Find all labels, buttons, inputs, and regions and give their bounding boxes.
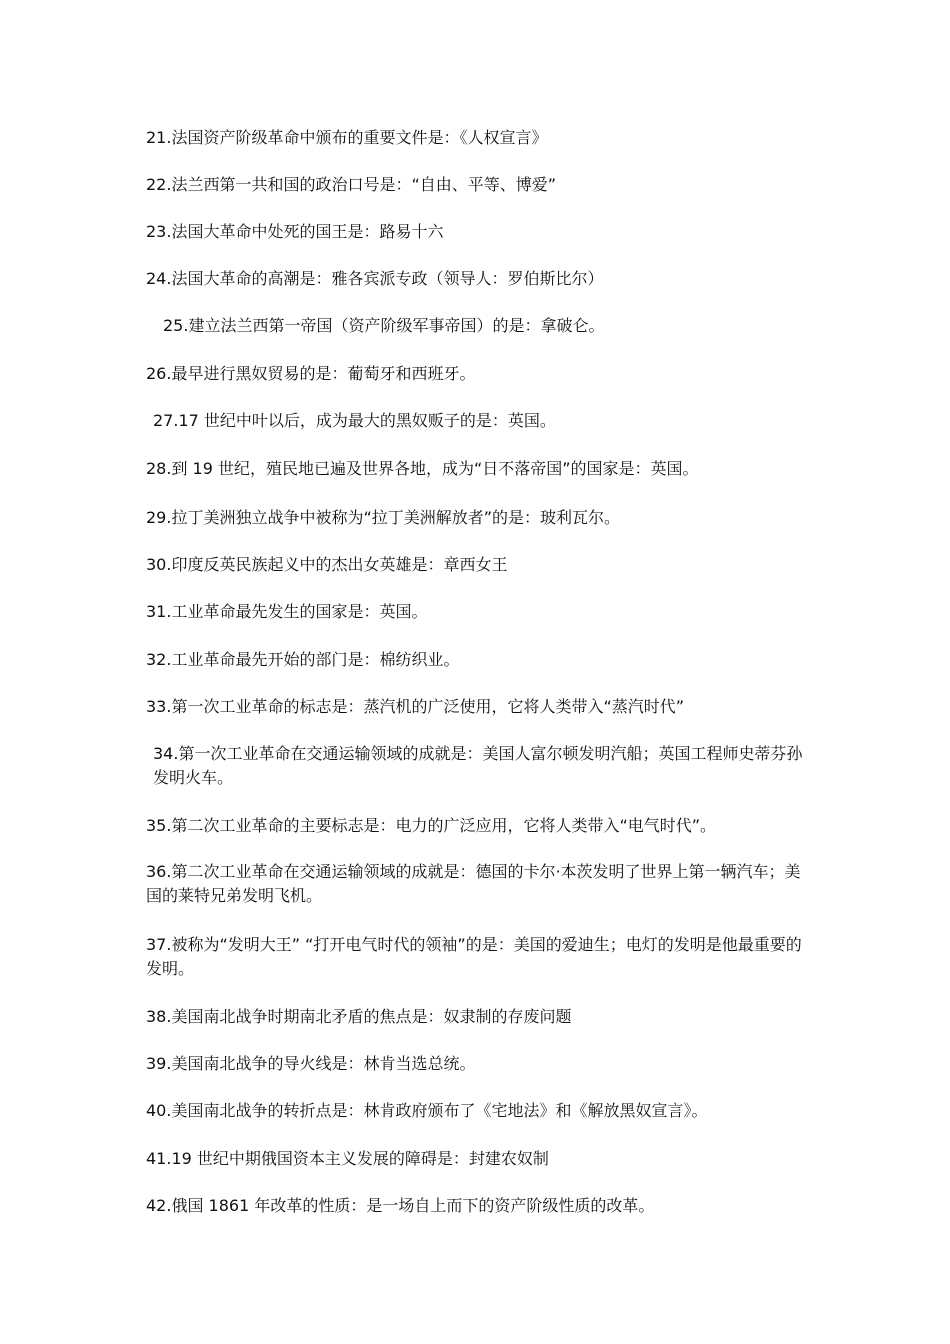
list-item: 37.被称为“发明大王” “打开电气时代的领袖”的是：美国的爱迪生；电灯的发明是他最重要的发明。	[146, 935, 802, 978]
list-item: 28.到 19 世纪，殖民地已遍及世界各地，成为“日不落帝国”的国家是：英国。	[146, 459, 699, 478]
list-item: 26.最早进行黑奴贸易的是：葡萄牙和西班牙。	[146, 364, 476, 383]
list-item: 29.拉丁美洲独立战争中被称为“拉丁美洲解放者”的是：玻利瓦尔。	[146, 508, 621, 527]
list-item: 31.工业革命最先发生的国家是：英国。	[146, 602, 428, 621]
list-item: 25.建立法兰西第一帝国（资产阶级军事帝国）的是：拿破仑。	[163, 316, 605, 335]
list-item: 27.17 世纪中叶以后，成为最大的黑奴贩子的是：英国。	[153, 411, 556, 430]
list-item: 35.第二次工业革命的主要标志是：电力的广泛应用，它将人类带入“电气时代”。	[146, 816, 717, 835]
list-item: 40.美国南北战争的转折点是：林肯政府颁布了《宅地法》和《解放黑奴宣言》。	[146, 1101, 708, 1120]
list-item: 21.法国资产阶级革命中颁布的重要文件是：《人权宣言》	[146, 128, 548, 147]
list-item: 36.第二次工业革命在交通运输领域的成就是：德国的卡尔·本茨发明了世界上第一辆汽车；美国的莱特兄弟发明飞机。	[146, 862, 801, 905]
list-item: 23.法国大革命中处死的国王是：路易十六	[146, 222, 444, 241]
list-item: 30.印度反英民族起义中的杰出女英雄是：章西女王	[146, 555, 508, 574]
list-item: 22.法兰西第一共和国的政治口号是：“自由、平等、博爱”	[146, 175, 557, 194]
list-item: 38.美国南北战争时期南北矛盾的焦点是：奴隶制的存废问题	[146, 1007, 572, 1026]
list-item: 42.俄国 1861 年改革的性质：是一场自上而下的资产阶级性质的改革。	[146, 1196, 655, 1215]
list-item: 39.美国南北战争的导火线是：林肯当选总统。	[146, 1054, 476, 1073]
list-item: 32.工业革命最先开始的部门是：棉纺织业。	[146, 650, 460, 669]
list-item: 33.第一次工业革命的标志是：蒸汽机的广泛使用，它将人类带入“蒸汽时代”	[146, 697, 685, 716]
list-item: 34.第一次工业革命在交通运输领域的成就是：美国人富尔顿发明汽船；英国工程师史蒂芬孙发明火车。	[153, 744, 803, 787]
list-item: 24.法国大革命的高潮是：雅各宾派专政（领导人：罗伯斯比尔）	[146, 269, 604, 288]
list-item: 41.19 世纪中期俄国资本主义发展的障碍是：封建农奴制	[146, 1149, 549, 1168]
